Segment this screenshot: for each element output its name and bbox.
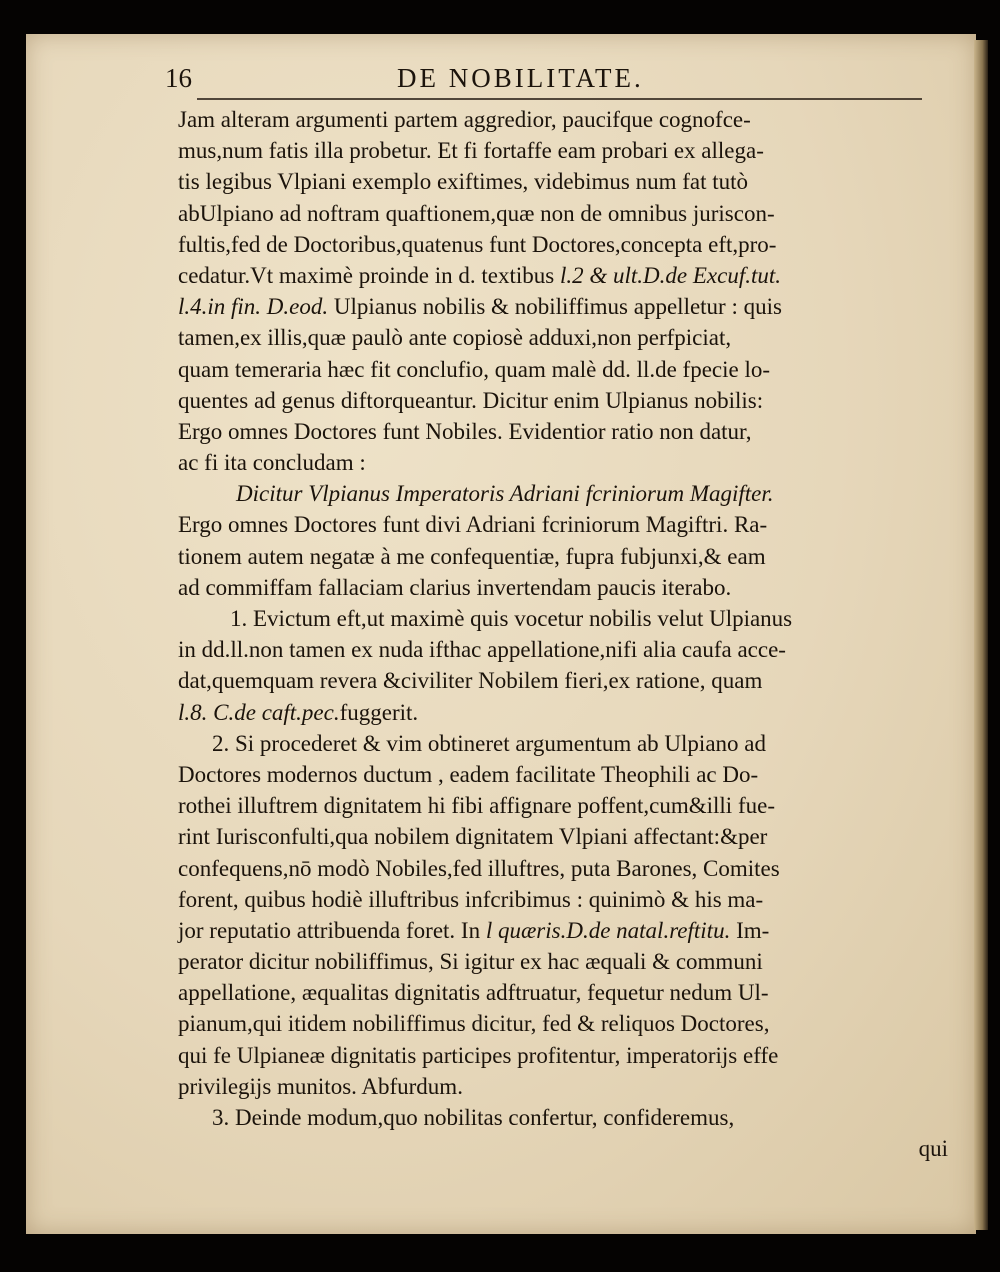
line-text: tis legibus Vlpiani exemplo exiftimes, videbimus num fat tutò [178, 169, 749, 195]
text-line [178, 1102, 948, 1133]
citation-text: l.2 & ult.D.de Excuf.tut. [559, 262, 781, 288]
citation-text: l quæris.D.de natal.reftitu. [485, 917, 731, 943]
line-text: tionem autem negatæ à me confequentiæ, fupra fubjunxi,& eam [178, 543, 766, 569]
text-line [178, 728, 948, 759]
citation-text: Dicitur Vlpianus Imperatoris Adriani fcriniorum Magifter. [236, 481, 774, 507]
line-text: tamen,ex illis,quæ paulò ante copiosè adduxi,non perfpiciat, [178, 325, 732, 351]
text-line [178, 166, 948, 197]
line-text: confequens,nō modò Nobiles,fed illuftres, puta Barones, Comites [178, 855, 780, 881]
line-text: dat,quemquam revera &civiliter Nobilem fieri,ex ratione, quam [178, 668, 763, 694]
text-line [178, 853, 948, 884]
text-line [178, 385, 948, 416]
line-text: cedatur.Vt maximè proinde in d. textibus [178, 262, 560, 288]
text-line [178, 759, 948, 790]
text-line [178, 135, 948, 166]
line-text: pianum,qui itidem nobiliffimus dicitur, fed & reliquos Doctores, [178, 1011, 770, 1037]
citation-text: l.8. C.de caft.pec. [178, 699, 340, 725]
text-line [178, 915, 948, 946]
text-line [178, 416, 948, 447]
line-text: Ulpianus nobilis & nobiliffimus appelletur : quis [328, 294, 782, 320]
line-text: fuggerit. [339, 699, 419, 725]
line-text: abUlpiano ad noftram quaftionem,quæ non de omnibus juriscon- [178, 200, 775, 226]
line-text: ad commiffam fallaciam clarius invertendam paucis iterabo. [178, 574, 732, 600]
text-line [178, 790, 948, 821]
line-text: qui fe Ulpianeæ dignitatis participes profitentur, imperatorijs effe [178, 1042, 779, 1068]
line-text: mus,num fatis illa probetur. Et fi fortaffe eam probari ex allega- [178, 138, 764, 164]
text-line [178, 884, 948, 915]
line-text: quam temeraria hæc fit conclufio, quam malè dd. ll.de fpecie lo- [178, 356, 771, 382]
text-line [178, 198, 948, 229]
line-text: Ergo omnes Doctores funt Nobiles. Evidentior ratio non datur, [178, 418, 752, 444]
text-line [178, 291, 948, 322]
text-line [178, 447, 948, 478]
line-text: forent, quibus hodiè illuftribus infcribimus : quinimò & his ma- [178, 886, 764, 912]
line-text: rothei illuftrem dignitatem hi fibi affignare poffent,cum&illi fue- [178, 793, 775, 819]
line-text: appellatione, æqualitas dignitatis adftruatur, fequetur nedum Ul- [178, 980, 769, 1006]
text-line [178, 697, 948, 728]
text-line [178, 1040, 948, 1071]
text-line [178, 260, 948, 291]
page-edge [974, 40, 988, 1230]
line-text: quentes ad genus diftorqueantur. Dicitur enim Ulpianus nobilis: [178, 387, 764, 413]
line-text: in dd.ll.non tamen ex nuda ifthac appellatione,nifi alia caufa acce- [178, 637, 786, 663]
line-text: 2. Si procederet & vim obtineret argumentum ab Ulpiano ad [212, 730, 766, 756]
text-line [178, 478, 948, 509]
citation-text: l.4.in fin. D.eod. [178, 294, 329, 320]
running-head: DE NOBILITATE. [397, 63, 644, 93]
line-text: 1. Evictum eft,ut maximè quis vocetur nobilis velut Ulpianus [230, 606, 793, 631]
text-line [178, 229, 948, 260]
text-line [178, 821, 948, 852]
text-line [178, 946, 948, 977]
line-text: Doctores modernos ductum , eadem facilitate Theophili ac Do- [178, 761, 759, 787]
text-line [178, 977, 948, 1008]
line-text: Im- [730, 917, 770, 943]
line-text: 3. Deinde modum,quo nobilitas confertur, confideremus, [212, 1105, 735, 1130]
line-text: fultis,fed de Doctoribus,quatenus funt Doctores,concepta eft,pro- [178, 231, 777, 257]
text-line [178, 572, 948, 603]
text-line [178, 634, 948, 665]
body-text [178, 104, 948, 1164]
page-number: 16 [165, 63, 192, 93]
text-line [178, 1071, 948, 1102]
text-line [178, 665, 948, 696]
line-text: perator dicitur nobiliffimus, Si igitur ex hac æquali & communi [178, 949, 763, 975]
text-line [178, 354, 948, 385]
line-text: privilegijs munitos. Abfurdum. [178, 1073, 463, 1099]
header-rule [197, 98, 922, 100]
line-text: ac fi ita concludam : [178, 450, 366, 476]
text-line [178, 322, 948, 353]
text-line [178, 1133, 948, 1164]
text-line [178, 1008, 948, 1039]
text-line [178, 509, 948, 540]
page-header [165, 63, 940, 95]
line-text: Jam alteram argumenti partem aggredior, paucifque cognofce- [178, 107, 751, 132]
line-text: qui [918, 1136, 948, 1162]
text-line [178, 603, 948, 634]
line-text: rint Iurisconfulti,qua nobilem dignitatem Vlpiani affectant:&per [178, 824, 768, 850]
text-line [178, 104, 948, 135]
line-text: Ergo omnes Doctores funt divi Adriani fcriniorum Magiftri. Ra- [178, 512, 768, 538]
line-text: jor reputatio attribuenda foret. In [178, 917, 486, 943]
text-line [178, 541, 948, 572]
